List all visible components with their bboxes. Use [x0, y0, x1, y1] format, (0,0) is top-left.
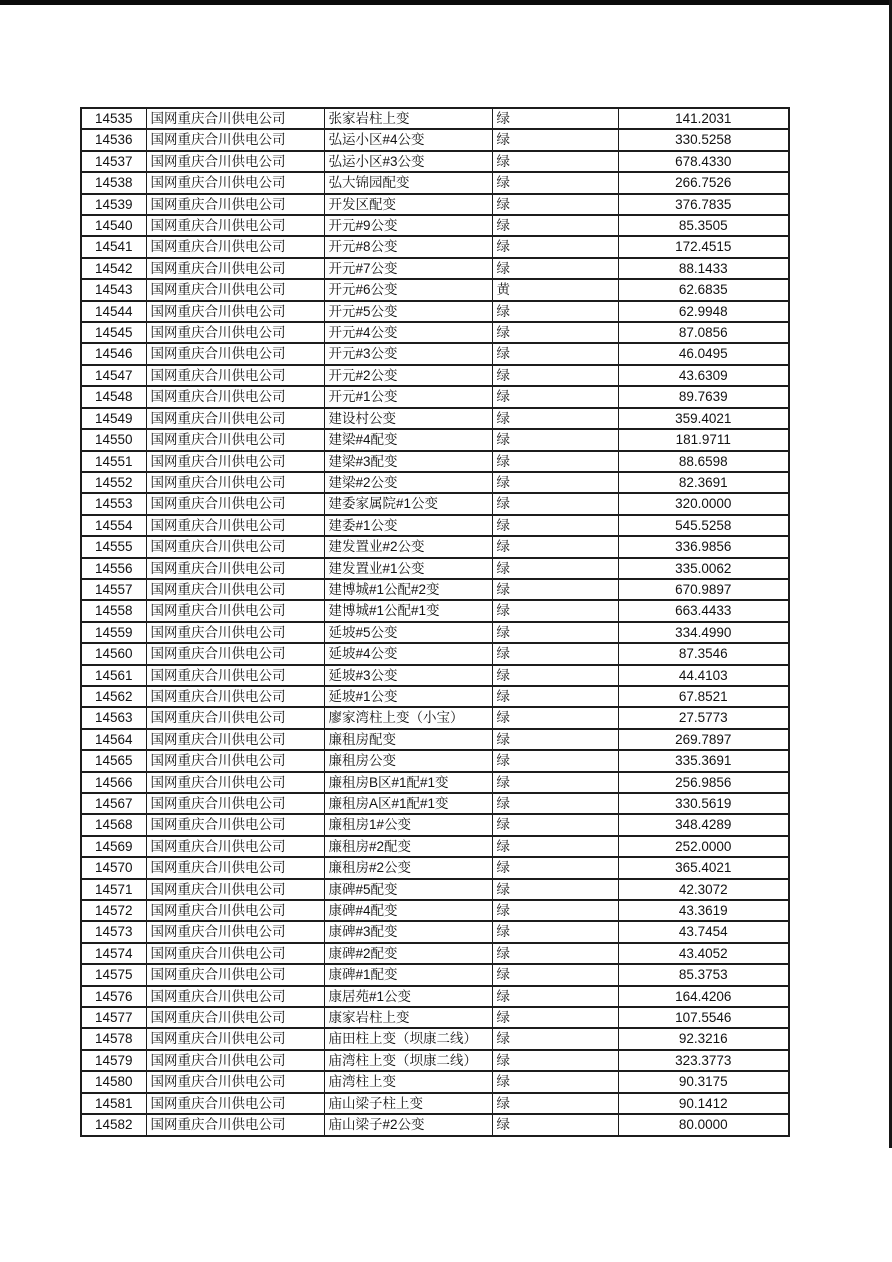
table-row[interactable]: [81, 472, 789, 493]
cell-company[interactable]: 国网重庆合川供电公司: [146, 129, 324, 150]
cell-status[interactable]: 绿: [492, 943, 618, 964]
cell-id[interactable]: 14546: [81, 343, 146, 364]
cell-company[interactable]: 国网重庆合川供电公司: [146, 172, 324, 193]
cell-value[interactable]: 334.4990: [618, 622, 789, 643]
cell-value[interactable]: 141.2031: [618, 108, 789, 129]
cell-id[interactable]: 14540: [81, 215, 146, 236]
cell-value[interactable]: 46.0495: [618, 343, 789, 364]
cell-station[interactable]: 庙湾柱上变: [324, 1071, 492, 1092]
cell-status[interactable]: 绿: [492, 408, 618, 429]
cell-status[interactable]: 绿: [492, 600, 618, 621]
cell-station[interactable]: 开元#9公变: [324, 215, 492, 236]
cell-station[interactable]: 建委#1公变: [324, 515, 492, 536]
table-row[interactable]: [81, 1028, 789, 1049]
cell-station[interactable]: 开元#4公变: [324, 322, 492, 343]
cell-company[interactable]: 国网重庆合川供电公司: [146, 836, 324, 857]
cell-value[interactable]: 44.4103: [618, 665, 789, 686]
cell-company[interactable]: 国网重庆合川供电公司: [146, 258, 324, 279]
cell-id[interactable]: 14569: [81, 836, 146, 857]
cell-id[interactable]: 14582: [81, 1114, 146, 1135]
cell-status[interactable]: 绿: [492, 857, 618, 878]
cell-station[interactable]: 康碑#1配变: [324, 964, 492, 985]
cell-value[interactable]: 330.5619: [618, 793, 789, 814]
cell-value[interactable]: 336.9856: [618, 536, 789, 557]
cell-status[interactable]: 绿: [492, 386, 618, 407]
cell-value[interactable]: 67.8521: [618, 686, 789, 707]
cell-id[interactable]: 14574: [81, 943, 146, 964]
cell-station[interactable]: 建发置业#1公变: [324, 558, 492, 579]
cell-status[interactable]: 绿: [492, 172, 618, 193]
cell-id[interactable]: 14572: [81, 900, 146, 921]
cell-company[interactable]: 国网重庆合川供电公司: [146, 194, 324, 215]
cell-status[interactable]: 绿: [492, 1028, 618, 1049]
cell-company[interactable]: 国网重庆合川供电公司: [146, 386, 324, 407]
cell-station[interactable]: 康碑#5配变: [324, 879, 492, 900]
cell-status[interactable]: 绿: [492, 579, 618, 600]
cell-company[interactable]: 国网重庆合川供电公司: [146, 579, 324, 600]
table-row[interactable]: [81, 215, 789, 236]
cell-id[interactable]: 14579: [81, 1050, 146, 1071]
cell-id[interactable]: 14551: [81, 451, 146, 472]
cell-status[interactable]: 绿: [492, 493, 618, 514]
cell-id[interactable]: 14549: [81, 408, 146, 429]
cell-value[interactable]: 323.3773: [618, 1050, 789, 1071]
cell-company[interactable]: 国网重庆合川供电公司: [146, 215, 324, 236]
cell-station[interactable]: 开元#8公变: [324, 236, 492, 257]
cell-status[interactable]: 绿: [492, 151, 618, 172]
table-row[interactable]: [81, 921, 789, 942]
cell-station[interactable]: 廖家湾柱上变（小宝）: [324, 707, 492, 728]
cell-value[interactable]: 92.3216: [618, 1028, 789, 1049]
cell-station[interactable]: 康碑#3配变: [324, 921, 492, 942]
cell-station[interactable]: 弘运小区#3公变: [324, 151, 492, 172]
cell-station[interactable]: 建博城#1公配#1变: [324, 600, 492, 621]
cell-company[interactable]: 国网重庆合川供电公司: [146, 1007, 324, 1028]
cell-id[interactable]: 14537: [81, 151, 146, 172]
table-row[interactable]: [81, 236, 789, 257]
cell-status[interactable]: 绿: [492, 686, 618, 707]
cell-status[interactable]: 绿: [492, 900, 618, 921]
cell-status[interactable]: 绿: [492, 322, 618, 343]
cell-value[interactable]: 85.3753: [618, 964, 789, 985]
cell-value[interactable]: 88.1433: [618, 258, 789, 279]
cell-station[interactable]: 开发区配变: [324, 194, 492, 215]
table-row[interactable]: [81, 900, 789, 921]
cell-value[interactable]: 90.1412: [618, 1093, 789, 1114]
cell-station[interactable]: 廉租房#2配变: [324, 836, 492, 857]
table-row[interactable]: [81, 1050, 789, 1071]
cell-station[interactable]: 廉租房公变: [324, 750, 492, 771]
cell-id[interactable]: 14571: [81, 879, 146, 900]
cell-company[interactable]: 国网重庆合川供电公司: [146, 1114, 324, 1135]
cell-id[interactable]: 14570: [81, 857, 146, 878]
table-row[interactable]: [81, 579, 789, 600]
cell-value[interactable]: 269.7897: [618, 729, 789, 750]
cell-id[interactable]: 14563: [81, 707, 146, 728]
cell-company[interactable]: 国网重庆合川供电公司: [146, 1071, 324, 1092]
cell-status[interactable]: 绿: [492, 643, 618, 664]
table-row[interactable]: [81, 964, 789, 985]
cell-status[interactable]: 绿: [492, 215, 618, 236]
table-row[interactable]: [81, 429, 789, 450]
table-row[interactable]: [81, 1071, 789, 1092]
cell-id[interactable]: 14550: [81, 429, 146, 450]
cell-status[interactable]: 绿: [492, 814, 618, 835]
cell-value[interactable]: 62.6835: [618, 279, 789, 300]
cell-company[interactable]: 国网重庆合川供电公司: [146, 365, 324, 386]
cell-value[interactable]: 376.7835: [618, 194, 789, 215]
cell-id[interactable]: 14544: [81, 301, 146, 322]
cell-station[interactable]: 庙田柱上变（坝康二线）: [324, 1028, 492, 1049]
cell-status[interactable]: 绿: [492, 921, 618, 942]
cell-value[interactable]: 663.4433: [618, 600, 789, 621]
cell-company[interactable]: 国网重庆合川供电公司: [146, 108, 324, 129]
cell-station[interactable]: 开元#1公变: [324, 386, 492, 407]
top-black-bar: [0, 0, 892, 5]
cell-status[interactable]: 绿: [492, 108, 618, 129]
cell-id[interactable]: 14555: [81, 536, 146, 557]
cell-company[interactable]: 国网重庆合川供电公司: [146, 536, 324, 557]
cell-company[interactable]: 国网重庆合川供电公司: [146, 921, 324, 942]
cell-status[interactable]: 绿: [492, 472, 618, 493]
cell-company[interactable]: 国网重庆合川供电公司: [146, 900, 324, 921]
cell-company[interactable]: 国网重庆合川供电公司: [146, 793, 324, 814]
cell-company[interactable]: 国网重庆合川供电公司: [146, 429, 324, 450]
cell-company[interactable]: 国网重庆合川供电公司: [146, 665, 324, 686]
power-supply-table-container: [80, 107, 790, 1137]
table-row[interactable]: [81, 665, 789, 686]
cell-station[interactable]: 康家岩柱上变: [324, 1007, 492, 1028]
cell-company[interactable]: 国网重庆合川供电公司: [146, 857, 324, 878]
cell-value[interactable]: 678.4330: [618, 151, 789, 172]
table-body: [81, 108, 789, 1136]
table-row[interactable]: [81, 836, 789, 857]
cell-station[interactable]: 康碑#4配变: [324, 900, 492, 921]
cell-id[interactable]: 14535: [81, 108, 146, 129]
cell-id[interactable]: 14557: [81, 579, 146, 600]
cell-station[interactable]: 廉租房配变: [324, 729, 492, 750]
cell-status[interactable]: 绿: [492, 258, 618, 279]
cell-company[interactable]: 国网重庆合川供电公司: [146, 1093, 324, 1114]
cell-status[interactable]: 绿: [492, 1093, 618, 1114]
cell-company[interactable]: 国网重庆合川供电公司: [146, 772, 324, 793]
cell-id[interactable]: 14548: [81, 386, 146, 407]
cell-company[interactable]: 国网重庆合川供电公司: [146, 151, 324, 172]
table-row[interactable]: [81, 408, 789, 429]
cell-status[interactable]: 绿: [492, 301, 618, 322]
cell-company[interactable]: 国网重庆合川供电公司: [146, 643, 324, 664]
cell-station[interactable]: 廉租房B区#1配#1变: [324, 772, 492, 793]
cell-status[interactable]: 绿: [492, 793, 618, 814]
cell-company[interactable]: 国网重庆合川供电公司: [146, 1028, 324, 1049]
power-supply-table: [80, 107, 790, 1137]
cell-company[interactable]: 国网重庆合川供电公司: [146, 558, 324, 579]
cell-value[interactable]: 320.0000: [618, 493, 789, 514]
cell-station[interactable]: 开元#3公变: [324, 343, 492, 364]
cell-company[interactable]: 国网重庆合川供电公司: [146, 451, 324, 472]
cell-status[interactable]: 绿: [492, 536, 618, 557]
cell-id[interactable]: 14547: [81, 365, 146, 386]
cell-station[interactable]: 建发置业#2公变: [324, 536, 492, 557]
cell-company[interactable]: 国网重庆合川供电公司: [146, 1050, 324, 1071]
cell-station[interactable]: 延坡#1公变: [324, 686, 492, 707]
table-row[interactable]: [81, 451, 789, 472]
table-row[interactable]: [81, 600, 789, 621]
cell-company[interactable]: 国网重庆合川供电公司: [146, 515, 324, 536]
table-row[interactable]: [81, 814, 789, 835]
table-row[interactable]: [81, 258, 789, 279]
cell-station[interactable]: 庙山梁子#2公变: [324, 1114, 492, 1135]
table-row[interactable]: [81, 1093, 789, 1114]
cell-station[interactable]: 建梁#3配变: [324, 451, 492, 472]
table-row[interactable]: [81, 322, 789, 343]
cell-status[interactable]: 绿: [492, 429, 618, 450]
table-row[interactable]: [81, 729, 789, 750]
cell-value[interactable]: 335.3691: [618, 750, 789, 771]
table-row[interactable]: [81, 707, 789, 728]
table-row[interactable]: [81, 1114, 789, 1135]
table-row[interactable]: [81, 279, 789, 300]
cell-value[interactable]: 62.9948: [618, 301, 789, 322]
cell-status[interactable]: 绿: [492, 129, 618, 150]
cell-value[interactable]: 43.7454: [618, 921, 789, 942]
cell-company[interactable]: 国网重庆合川供电公司: [146, 322, 324, 343]
cell-status[interactable]: 绿: [492, 365, 618, 386]
table-row[interactable]: [81, 943, 789, 964]
cell-station[interactable]: 建设村公变: [324, 408, 492, 429]
cell-value[interactable]: 90.3175: [618, 1071, 789, 1092]
cell-value[interactable]: 88.6598: [618, 451, 789, 472]
cell-status[interactable]: 绿: [492, 750, 618, 771]
table-row[interactable]: [81, 558, 789, 579]
table-row[interactable]: [81, 108, 789, 129]
cell-company[interactable]: 国网重庆合川供电公司: [146, 236, 324, 257]
table-row[interactable]: [81, 536, 789, 557]
cell-company[interactable]: 国网重庆合川供电公司: [146, 472, 324, 493]
cell-value[interactable]: 87.0856: [618, 322, 789, 343]
cell-station[interactable]: 开元#2公变: [324, 365, 492, 386]
table-row[interactable]: [81, 857, 789, 878]
cell-value[interactable]: 256.9856: [618, 772, 789, 793]
cell-value[interactable]: 43.6309: [618, 365, 789, 386]
cell-status[interactable]: 绿: [492, 194, 618, 215]
table-row[interactable]: [81, 194, 789, 215]
cell-company[interactable]: 国网重庆合川供电公司: [146, 879, 324, 900]
cell-company[interactable]: 国网重庆合川供电公司: [146, 986, 324, 1007]
cell-value[interactable]: 266.7526: [618, 172, 789, 193]
cell-status[interactable]: 绿: [492, 964, 618, 985]
cell-status[interactable]: 绿: [492, 665, 618, 686]
cell-status[interactable]: 绿: [492, 1114, 618, 1135]
cell-station[interactable]: 弘运小区#4公变: [324, 129, 492, 150]
table-row[interactable]: [81, 151, 789, 172]
cell-company[interactable]: 国网重庆合川供电公司: [146, 729, 324, 750]
cell-value[interactable]: 43.3619: [618, 900, 789, 921]
cell-id[interactable]: 14545: [81, 322, 146, 343]
cell-value[interactable]: 42.3072: [618, 879, 789, 900]
cell-id[interactable]: 14541: [81, 236, 146, 257]
cell-id[interactable]: 14575: [81, 964, 146, 985]
cell-value[interactable]: 335.0062: [618, 558, 789, 579]
cell-company[interactable]: 国网重庆合川供电公司: [146, 301, 324, 322]
table-row[interactable]: [81, 301, 789, 322]
cell-id[interactable]: 14561: [81, 665, 146, 686]
table-row[interactable]: [81, 172, 789, 193]
cell-value[interactable]: 670.9897: [618, 579, 789, 600]
cell-company[interactable]: 国网重庆合川供电公司: [146, 622, 324, 643]
cell-id[interactable]: 14567: [81, 793, 146, 814]
cell-id[interactable]: 14559: [81, 622, 146, 643]
cell-id[interactable]: 14562: [81, 686, 146, 707]
cell-id[interactable]: 14560: [81, 643, 146, 664]
cell-value[interactable]: 107.5546: [618, 1007, 789, 1028]
cell-id[interactable]: 14558: [81, 600, 146, 621]
cell-id[interactable]: 14553: [81, 493, 146, 514]
cell-station[interactable]: 廉租房1#公变: [324, 814, 492, 835]
cell-station[interactable]: 庙湾柱上变（坝康二线）: [324, 1050, 492, 1071]
cell-id[interactable]: 14576: [81, 986, 146, 1007]
cell-company[interactable]: 国网重庆合川供电公司: [146, 814, 324, 835]
cell-status[interactable]: 绿: [492, 558, 618, 579]
cell-value[interactable]: 545.5258: [618, 515, 789, 536]
cell-id[interactable]: 14564: [81, 729, 146, 750]
cell-id[interactable]: 14536: [81, 129, 146, 150]
cell-status[interactable]: 绿: [492, 836, 618, 857]
cell-value[interactable]: 43.4052: [618, 943, 789, 964]
cell-value[interactable]: 80.0000: [618, 1114, 789, 1135]
cell-status[interactable]: 绿: [492, 729, 618, 750]
cell-id[interactable]: 14565: [81, 750, 146, 771]
cell-id[interactable]: 14554: [81, 515, 146, 536]
cell-id[interactable]: 14573: [81, 921, 146, 942]
cell-id[interactable]: 14538: [81, 172, 146, 193]
cell-status[interactable]: 绿: [492, 622, 618, 643]
cell-company[interactable]: 国网重庆合川供电公司: [146, 707, 324, 728]
cell-status[interactable]: 绿: [492, 772, 618, 793]
cell-station[interactable]: 弘大锦园配变: [324, 172, 492, 193]
cell-station[interactable]: 延坡#5公变: [324, 622, 492, 643]
cell-station[interactable]: 建梁#2公变: [324, 472, 492, 493]
cell-id[interactable]: 14543: [81, 279, 146, 300]
cell-value[interactable]: 365.4021: [618, 857, 789, 878]
table-row[interactable]: [81, 986, 789, 1007]
cell-value[interactable]: 27.5773: [618, 707, 789, 728]
cell-status[interactable]: 绿: [492, 707, 618, 728]
cell-station[interactable]: 廉租房#2公变: [324, 857, 492, 878]
table-row[interactable]: [81, 643, 789, 664]
cell-status[interactable]: 绿: [492, 343, 618, 364]
cell-company[interactable]: 国网重庆合川供电公司: [146, 600, 324, 621]
cell-status[interactable]: 绿: [492, 451, 618, 472]
table-row[interactable]: [81, 386, 789, 407]
table-row[interactable]: [81, 343, 789, 364]
table-row[interactable]: [81, 622, 789, 643]
cell-station[interactable]: 廉租房A区#1配#1变: [324, 793, 492, 814]
table-row[interactable]: [81, 365, 789, 386]
cell-status[interactable]: 绿: [492, 1007, 618, 1028]
cell-station[interactable]: 开元#5公变: [324, 301, 492, 322]
table-row[interactable]: [81, 750, 789, 771]
cell-station[interactable]: 开元#7公变: [324, 258, 492, 279]
cell-status[interactable]: 黄: [492, 279, 618, 300]
cell-value[interactable]: 164.4206: [618, 986, 789, 1007]
cell-station[interactable]: 建博城#1公配#2变: [324, 579, 492, 600]
cell-station[interactable]: 建委家属院#1公变: [324, 493, 492, 514]
cell-station[interactable]: 建梁#4配变: [324, 429, 492, 450]
cell-station[interactable]: 开元#6公变: [324, 279, 492, 300]
cell-station[interactable]: 延坡#3公变: [324, 665, 492, 686]
cell-status[interactable]: 绿: [492, 1050, 618, 1071]
cell-value[interactable]: 330.5258: [618, 129, 789, 150]
cell-value[interactable]: 348.4289: [618, 814, 789, 835]
cell-station[interactable]: 张家岩柱上变: [324, 108, 492, 129]
cell-station[interactable]: 康碑#2配变: [324, 943, 492, 964]
cell-id[interactable]: 14566: [81, 772, 146, 793]
table-row[interactable]: [81, 772, 789, 793]
cell-value[interactable]: 181.9711: [618, 429, 789, 450]
cell-value[interactable]: 359.4021: [618, 408, 789, 429]
cell-id[interactable]: 14581: [81, 1093, 146, 1114]
cell-id[interactable]: 14542: [81, 258, 146, 279]
cell-station[interactable]: 康居苑#1公变: [324, 986, 492, 1007]
cell-company[interactable]: 国网重庆合川供电公司: [146, 943, 324, 964]
table-row[interactable]: [81, 515, 789, 536]
cell-company[interactable]: 国网重庆合川供电公司: [146, 750, 324, 771]
table-row[interactable]: [81, 493, 789, 514]
table-row[interactable]: [81, 129, 789, 150]
cell-company[interactable]: 国网重庆合川供电公司: [146, 964, 324, 985]
table-row[interactable]: [81, 879, 789, 900]
cell-status[interactable]: 绿: [492, 879, 618, 900]
cell-station[interactable]: 延坡#4公变: [324, 643, 492, 664]
cell-company[interactable]: 国网重庆合川供电公司: [146, 279, 324, 300]
cell-value[interactable]: 172.4515: [618, 236, 789, 257]
cell-value[interactable]: 85.3505: [618, 215, 789, 236]
cell-company[interactable]: 国网重庆合川供电公司: [146, 686, 324, 707]
cell-id[interactable]: 14578: [81, 1028, 146, 1049]
cell-id[interactable]: 14539: [81, 194, 146, 215]
table-row[interactable]: [81, 686, 789, 707]
cell-status[interactable]: 绿: [492, 515, 618, 536]
table-row[interactable]: [81, 1007, 789, 1028]
cell-company[interactable]: 国网重庆合川供电公司: [146, 493, 324, 514]
cell-id[interactable]: 14556: [81, 558, 146, 579]
cell-id[interactable]: 14580: [81, 1071, 146, 1092]
cell-id[interactable]: 14577: [81, 1007, 146, 1028]
cell-value[interactable]: 87.3546: [618, 643, 789, 664]
cell-status[interactable]: 绿: [492, 236, 618, 257]
cell-value[interactable]: 252.0000: [618, 836, 789, 857]
cell-station[interactable]: 庙山梁子柱上变: [324, 1093, 492, 1114]
cell-id[interactable]: 14568: [81, 814, 146, 835]
cell-company[interactable]: 国网重庆合川供电公司: [146, 343, 324, 364]
cell-company[interactable]: 国网重庆合川供电公司: [146, 408, 324, 429]
cell-id[interactable]: 14552: [81, 472, 146, 493]
cell-value[interactable]: 82.3691: [618, 472, 789, 493]
cell-value[interactable]: 89.7639: [618, 386, 789, 407]
cell-status[interactable]: 绿: [492, 1071, 618, 1092]
table-row[interactable]: [81, 793, 789, 814]
cell-status[interactable]: 绿: [492, 986, 618, 1007]
